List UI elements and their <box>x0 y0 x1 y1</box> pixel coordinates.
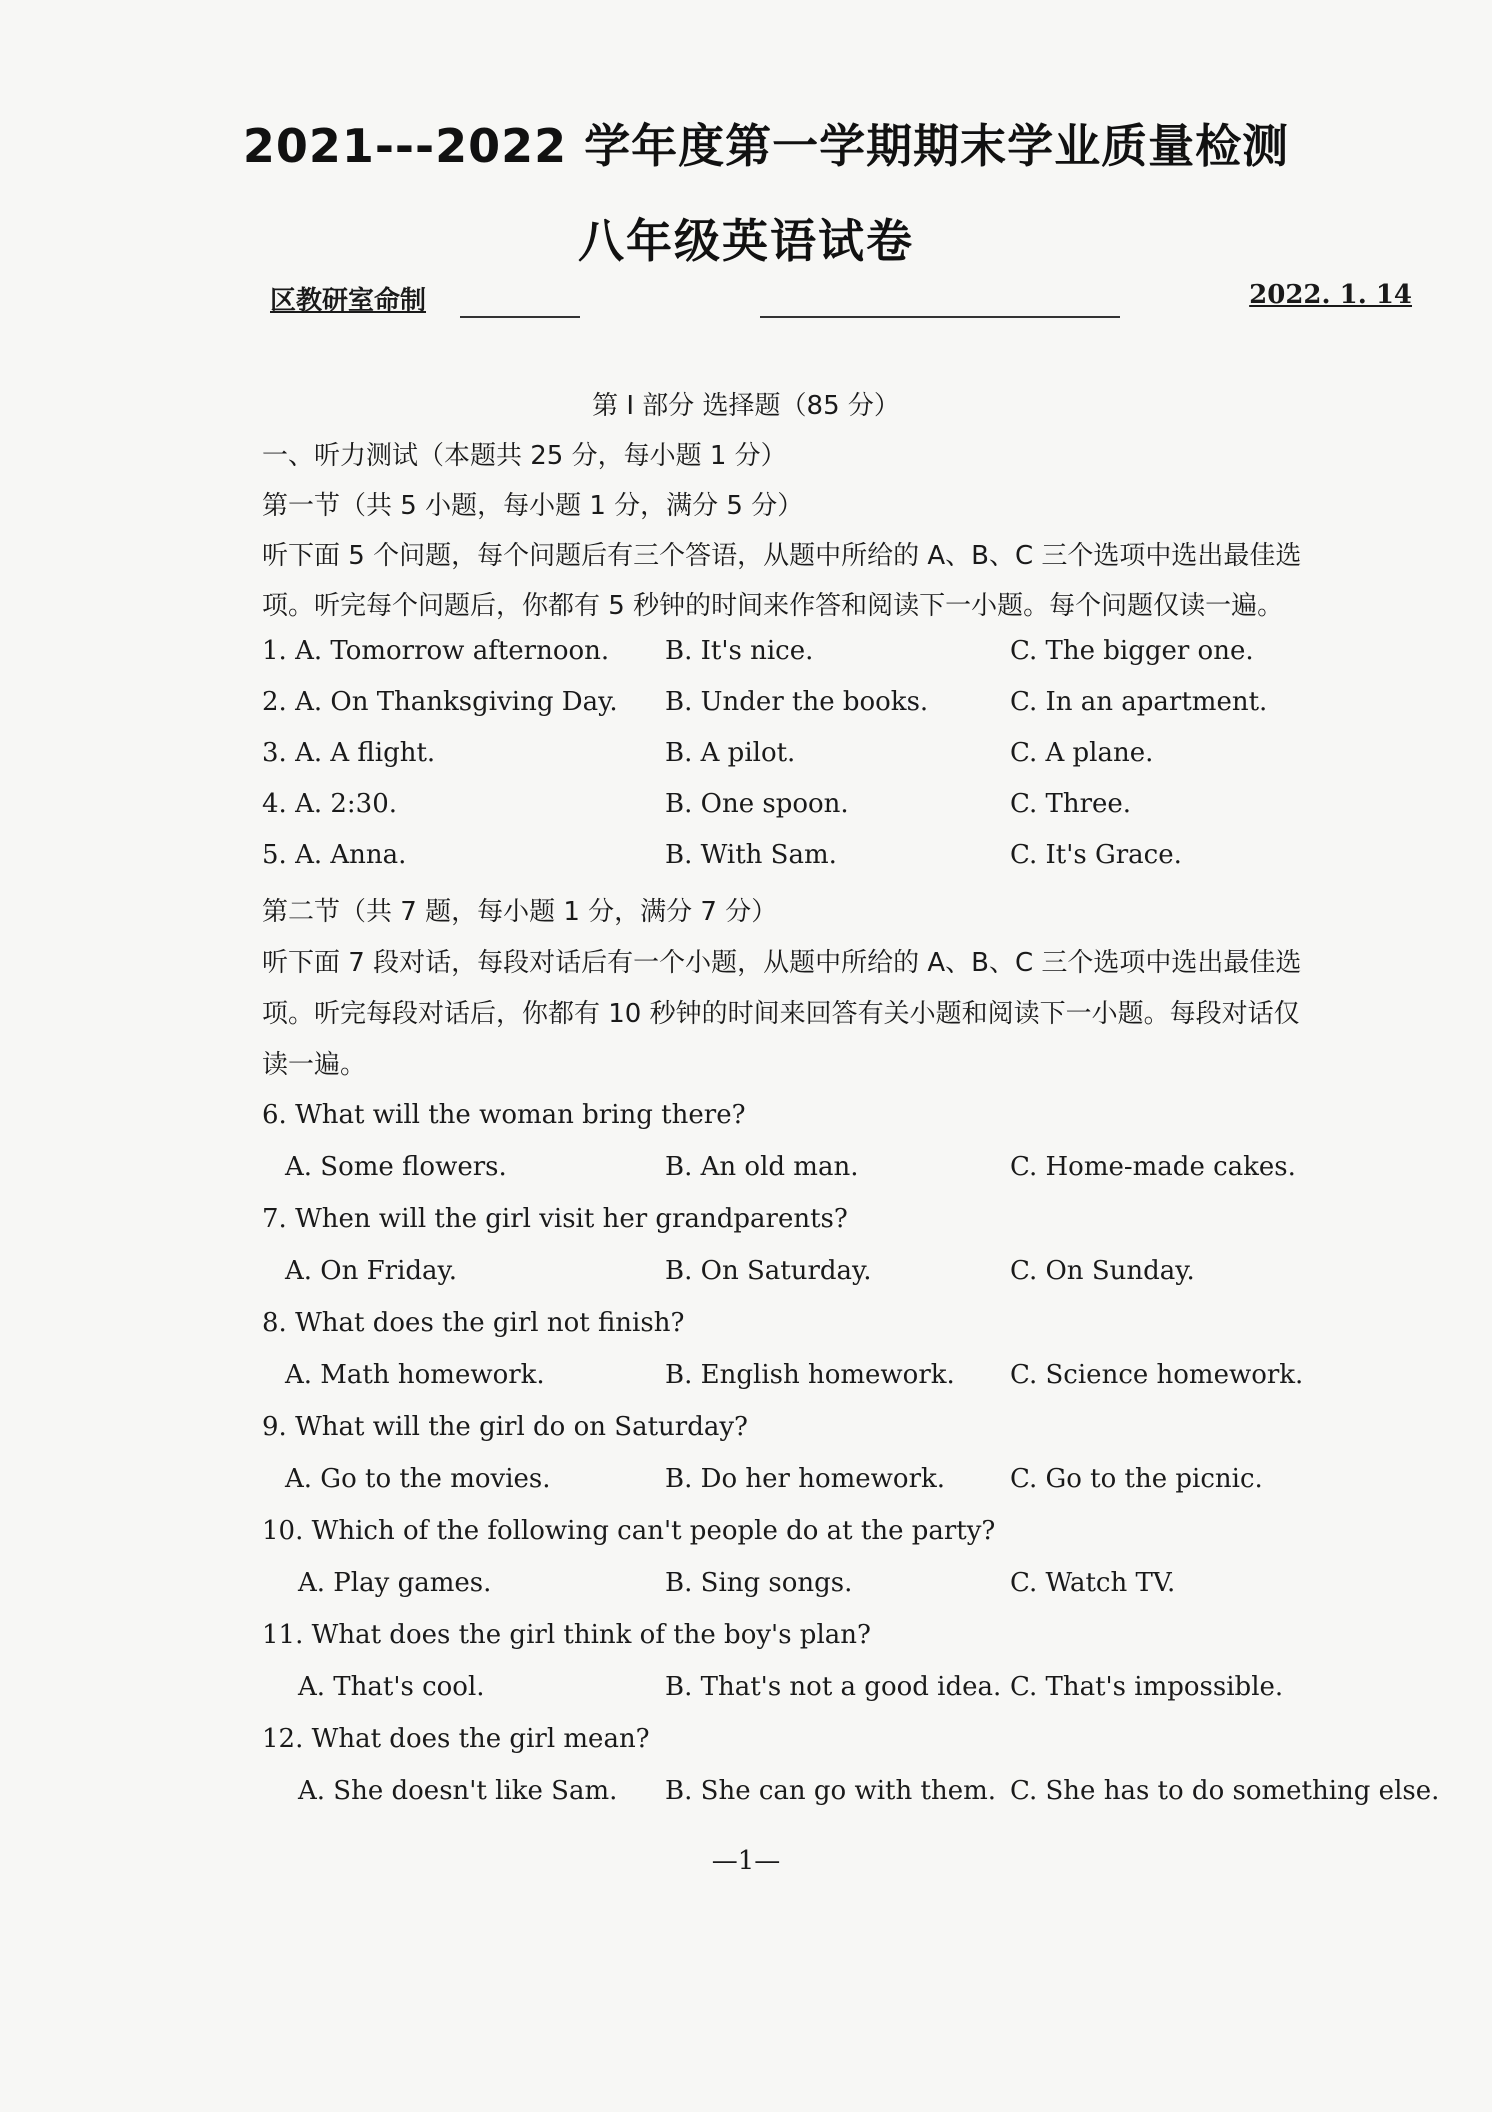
option-a: A. Play games. <box>298 1568 492 1598</box>
page-number: —1— <box>711 1846 781 1876</box>
header-rule-left <box>460 316 580 318</box>
option-a: A. On Friday. <box>285 1256 458 1286</box>
part-title: 第 I 部分 选择题（85 分） <box>592 391 900 421</box>
question-stem: 12. What does the girl mean? <box>262 1724 650 1754</box>
option-a: 2. A. On Thanksgiving Day. <box>262 687 618 717</box>
option-a: 4. A. 2:30. <box>262 789 398 819</box>
option-b: B. A pilot. <box>665 738 796 768</box>
option-b: B. One spoon. <box>665 789 849 819</box>
section-heading: 一、听力测试（本题共 25 分，每小题 1 分） <box>262 441 787 471</box>
option-c: C. Go to the picnic. <box>1010 1464 1263 1494</box>
subsection2-instructions-line3: 读一遍。 <box>262 1050 367 1080</box>
option-c: C. In an apartment. <box>1010 687 1268 717</box>
option-c: C. That's impossible. <box>1010 1672 1284 1702</box>
option-c: C. Watch TV. <box>1010 1568 1176 1598</box>
question-stem: 6. What will the woman bring there? <box>262 1100 746 1130</box>
option-a: A. Math homework. <box>285 1360 545 1390</box>
option-c: C. Three. <box>1010 789 1132 819</box>
option-c: C. The bigger one. <box>1010 636 1254 666</box>
subsection2-heading: 第二节（共 7 题，每小题 1 分，满分 7 分） <box>262 897 778 927</box>
option-c: C. She has to do something else. <box>1010 1776 1440 1806</box>
question-stem: 9. What will the girl do on Saturday? <box>262 1412 748 1442</box>
option-c: C. Home-made cakes. <box>1010 1152 1296 1182</box>
option-b: B. On Saturday. <box>665 1256 872 1286</box>
question-stem: 11. What does the girl think of the boy's plan? <box>262 1620 871 1650</box>
option-b: B. Do her homework. <box>665 1464 946 1494</box>
option-b: B. She can go with them. <box>665 1776 997 1806</box>
option-c: C. A plane. <box>1010 738 1154 768</box>
option-b: B. With Sam. <box>665 840 837 870</box>
option-b: B. Sing songs. <box>665 1568 853 1598</box>
option-a: A. She doesn't like Sam. <box>298 1776 618 1806</box>
option-a: 5. A. Anna. <box>262 840 407 870</box>
option-a: 1. A. Tomorrow afternoon. <box>262 636 610 666</box>
subsection1-heading: 第一节（共 5 小题，每小题 1 分，满分 5 分） <box>262 491 804 521</box>
subsection2-instructions-line2: 项。听完每段对话后，你都有 10 秒钟的时间来回答有关小题和阅读下一小题。每段对话仅 <box>262 999 1300 1029</box>
issuer-label: 区教研室命制 <box>270 286 427 316</box>
option-a: A. Some flowers. <box>285 1152 507 1182</box>
option-a: 3. A. A flight. <box>262 738 436 768</box>
option-b: B. It's nice. <box>665 636 814 666</box>
option-c: C. Science homework. <box>1010 1360 1304 1390</box>
option-b: B. English homework. <box>665 1360 955 1390</box>
option-c: C. It's Grace. <box>1010 840 1182 870</box>
exam-date: 2022. 1. 14 <box>1249 280 1412 310</box>
header-rule-middle <box>760 316 1120 318</box>
option-a: A. That's cool. <box>298 1672 485 1702</box>
subsection2-instructions-line1: 听下面 7 段对话，每段对话后有一个小题，从题中所给的 A、B、C 三个选项中选出最佳选 <box>262 948 1302 978</box>
option-a: A. Go to the movies. <box>285 1464 551 1494</box>
exam-title: 2021---2022 学年度第一学期期末学业质量检测 <box>242 119 1290 173</box>
option-c: C. On Sunday. <box>1010 1256 1195 1286</box>
option-b: B. An old man. <box>665 1152 859 1182</box>
question-stem: 7. When will the girl visit her grandparents? <box>262 1204 848 1234</box>
question-stem: 8. What does the girl not finish? <box>262 1308 685 1338</box>
option-b: B. Under the books. <box>665 687 929 717</box>
subsection1-instructions-line1: 听下面 5 个问题，每个问题后有三个答语，从题中所给的 A、B、C 三个选项中选出最佳选 <box>262 541 1302 571</box>
question-stem: 10. Which of the following can't people do at the party? <box>262 1516 996 1546</box>
option-b: B. That's not a good idea. <box>665 1672 1002 1702</box>
subsection1-instructions-line2: 项。听完每个问题后，你都有 5 秒钟的时间来作答和阅读下一小题。每个问题仅读一遍。 <box>262 591 1284 621</box>
exam-subtitle: 八年级英语试卷 <box>578 214 914 268</box>
